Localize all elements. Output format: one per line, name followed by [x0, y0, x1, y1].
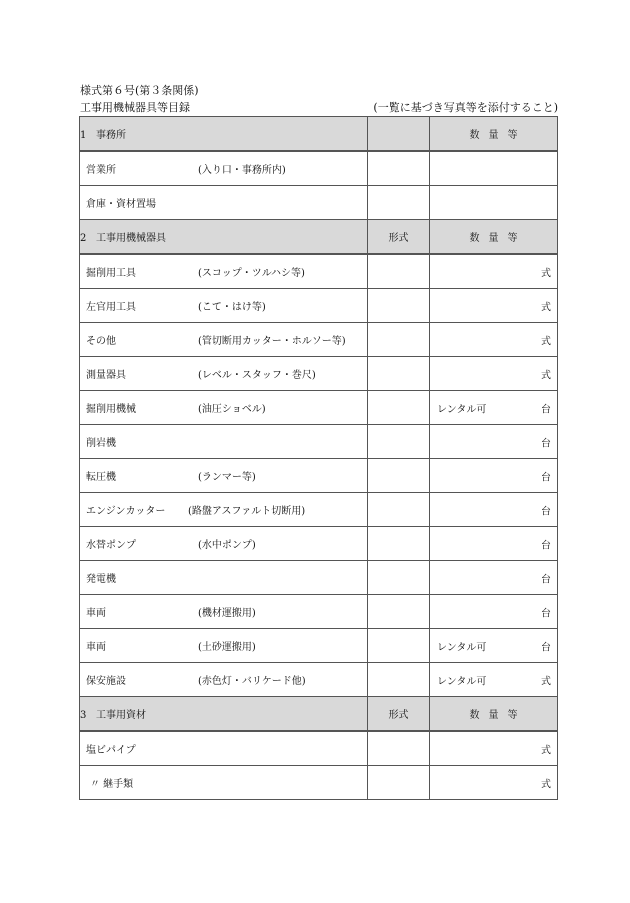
item-detail: (土砂運搬用)	[198, 642, 256, 653]
quantity-cell	[430, 425, 558, 459]
quantity-cell	[430, 766, 558, 800]
table-row	[80, 595, 558, 629]
item-cell	[80, 425, 368, 459]
item-name: 転圧機	[86, 472, 116, 483]
unit-label: 台	[541, 438, 551, 449]
unit-label: 台	[541, 608, 551, 619]
unit-label: 台	[541, 472, 551, 483]
section-label: 工事用資材	[96, 710, 146, 721]
item-name: 保安施設	[86, 676, 126, 687]
document-title: 工事用機械器具等目録	[80, 101, 190, 114]
item-cell	[80, 289, 368, 323]
unit-label: 台	[541, 404, 551, 415]
item-name: 掘削用工具	[86, 268, 136, 279]
table-row	[80, 663, 558, 697]
type-cell	[368, 459, 430, 493]
table-row	[80, 357, 558, 391]
item-detail: (管切断用カッター・ホルソー等)	[198, 336, 346, 347]
type-cell	[368, 561, 430, 595]
quantity-cell	[430, 459, 558, 493]
quantity-cell	[430, 493, 558, 527]
table-row	[80, 151, 558, 186]
item-name: 水替ポンプ	[86, 540, 136, 551]
table-row	[80, 425, 558, 459]
unit-label: 式	[541, 336, 551, 347]
equipment-table-body	[80, 117, 558, 800]
table-row	[80, 766, 558, 800]
item-detail: (油圧ショベル)	[198, 404, 266, 415]
item-cell	[80, 391, 368, 425]
type-cell	[368, 629, 430, 663]
quantity-cell	[430, 527, 558, 561]
item-cell	[80, 527, 368, 561]
unit-label: 台	[541, 506, 551, 517]
type-cell	[368, 323, 430, 357]
item-name: 掘削用機械	[86, 404, 136, 415]
quantity-header-label: 数量等	[469, 233, 527, 244]
section-number: 3	[80, 710, 87, 721]
item-name: 〃 継手類	[90, 779, 134, 790]
type-cell	[368, 663, 430, 697]
item-detail: (入り口・事務所内)	[198, 165, 286, 176]
item-name: 塩ビパイプ	[86, 745, 136, 756]
type-cell	[368, 493, 430, 527]
section-number: 2	[80, 233, 87, 244]
rental-note: レンタル可	[437, 404, 487, 415]
table-row	[80, 186, 558, 220]
item-detail: (路盤アスファルト切断用)	[188, 506, 306, 517]
type-cell	[368, 357, 430, 391]
type-cell	[368, 391, 430, 425]
quantity-header	[430, 220, 558, 255]
quantity-header	[430, 697, 558, 732]
quantity-cell	[430, 561, 558, 595]
unit-label: 台	[541, 574, 551, 585]
quantity-cell	[430, 323, 558, 357]
quantity-cell	[430, 391, 558, 425]
type-cell	[368, 151, 430, 186]
quantity-cell	[430, 731, 558, 766]
item-detail: (レベル・スタッフ・巻尺)	[198, 370, 316, 381]
item-cell	[80, 323, 368, 357]
item-name: 削岩機	[86, 438, 116, 449]
type-cell	[368, 731, 430, 766]
item-detail: (こて・はけ等)	[198, 302, 266, 313]
table-row	[80, 391, 558, 425]
quantity-cell	[430, 151, 558, 186]
item-cell	[80, 595, 368, 629]
type-cell	[368, 186, 430, 220]
table-row	[80, 289, 558, 323]
item-cell	[80, 766, 368, 800]
quantity-header-label: 数量等	[469, 130, 527, 141]
quantity-cell	[430, 289, 558, 323]
type-cell	[368, 254, 430, 289]
item-cell	[80, 186, 368, 220]
item-name: エンジンカッター	[86, 506, 166, 517]
quantity-header	[430, 117, 558, 152]
type-cell	[368, 595, 430, 629]
item-cell	[80, 493, 368, 527]
table-row	[80, 629, 558, 663]
attachment-note: (一覧に基づき写真等を添付すること)	[373, 101, 558, 114]
item-name: 左官用工具	[86, 302, 136, 313]
rental-note: レンタル可	[437, 642, 487, 653]
item-detail: (機材運搬用)	[198, 608, 256, 619]
section-label: 工事用機械器具	[96, 233, 166, 244]
unit-label: 台	[541, 540, 551, 551]
table-row	[80, 459, 558, 493]
section-title	[80, 220, 368, 255]
section-title	[80, 117, 368, 152]
rental-note: レンタル可	[437, 676, 487, 687]
quantity-cell	[430, 663, 558, 697]
section-number: 1	[80, 130, 87, 141]
unit-label: 式	[541, 779, 551, 790]
unit-label: 式	[541, 268, 551, 279]
item-detail: (赤色灯・バリケード他)	[198, 676, 306, 687]
section-header-row	[80, 697, 558, 732]
unit-label: 式	[541, 745, 551, 756]
item-cell	[80, 357, 368, 391]
quantity-cell	[430, 357, 558, 391]
type-cell	[368, 289, 430, 323]
item-cell	[80, 459, 368, 493]
item-cell	[80, 663, 368, 697]
unit-label: 式	[541, 676, 551, 687]
type-cell	[368, 527, 430, 561]
table-row	[80, 561, 558, 595]
item-cell	[80, 731, 368, 766]
item-name: 倉庫・資材置場	[86, 199, 156, 210]
item-detail: (水中ポンプ)	[198, 540, 256, 551]
type-cell	[368, 766, 430, 800]
quantity-cell	[430, 186, 558, 220]
item-name: 測量器具	[86, 370, 126, 381]
table-row	[80, 254, 558, 289]
equipment-table	[79, 116, 558, 800]
unit-label: 式	[541, 302, 551, 313]
item-detail: (ランマー等)	[198, 472, 256, 483]
quantity-header-label: 数量等	[469, 710, 527, 721]
type-header: 形式	[368, 220, 430, 255]
section-header-row	[80, 117, 558, 152]
form-number: 様式第６号(第３条関係)	[80, 84, 199, 97]
table-row	[80, 527, 558, 561]
quantity-cell	[430, 254, 558, 289]
item-name: 車両	[86, 642, 106, 653]
section-header-row	[80, 220, 558, 255]
section-title	[80, 697, 368, 732]
unit-label: 台	[541, 642, 551, 653]
quantity-cell	[430, 629, 558, 663]
item-cell	[80, 151, 368, 186]
item-cell	[80, 629, 368, 663]
item-name: 発電機	[86, 574, 116, 585]
item-name: 営業所	[86, 165, 116, 176]
unit-label: 式	[541, 370, 551, 381]
section-label: 事務所	[96, 130, 126, 141]
table-row	[80, 493, 558, 527]
item-name: その他	[86, 336, 116, 347]
item-cell	[80, 254, 368, 289]
table-row	[80, 731, 558, 766]
type-header	[368, 117, 430, 152]
quantity-cell	[430, 595, 558, 629]
item-cell	[80, 561, 368, 595]
table-row	[80, 323, 558, 357]
item-name: 車両	[86, 608, 106, 619]
title-line	[80, 99, 558, 115]
item-detail: (スコップ・ツルハシ等)	[198, 268, 305, 279]
type-cell	[368, 425, 430, 459]
type-header: 形式	[368, 697, 430, 732]
